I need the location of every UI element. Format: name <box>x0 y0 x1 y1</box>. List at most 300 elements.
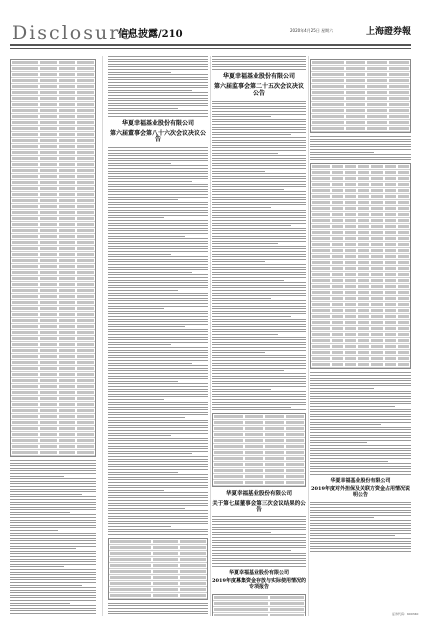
table-cell <box>312 177 330 180</box>
text-line <box>108 103 208 104</box>
text-line <box>212 165 306 166</box>
text-line <box>108 337 208 338</box>
text-line <box>108 339 208 340</box>
text-line <box>310 463 411 464</box>
table-cell <box>12 277 38 280</box>
table-cell <box>153 576 179 579</box>
table-cell <box>77 307 94 310</box>
table-cell <box>385 255 396 258</box>
text-line <box>212 378 306 379</box>
column-2 <box>108 56 208 616</box>
table-cell <box>389 91 409 94</box>
text-line <box>108 482 208 483</box>
table-cell <box>371 219 382 222</box>
table-cell <box>332 345 343 348</box>
text-line <box>108 155 208 156</box>
text-line <box>108 282 208 283</box>
table-cell <box>385 273 396 276</box>
text-line <box>108 204 208 205</box>
table-cell <box>77 115 94 118</box>
table-cell <box>345 267 356 270</box>
table-cell <box>40 367 57 370</box>
text-line <box>212 386 306 387</box>
text-line <box>310 406 395 407</box>
text-line <box>108 407 208 408</box>
table-cell <box>77 451 94 454</box>
table-cell <box>312 195 330 198</box>
text-line <box>108 223 208 224</box>
text-line <box>212 355 306 356</box>
text-line <box>212 324 306 325</box>
text-line <box>108 485 208 486</box>
table-cell <box>265 457 283 460</box>
text-line <box>310 538 411 539</box>
text-line <box>212 124 306 125</box>
text-line <box>108 267 208 268</box>
table-cell <box>398 261 409 264</box>
text-line <box>212 238 306 239</box>
table-cell <box>345 315 356 318</box>
table-cell <box>245 451 263 454</box>
table-cell <box>332 237 343 240</box>
text-line <box>10 605 96 606</box>
table-cell <box>77 229 94 232</box>
text-line <box>212 558 306 559</box>
table-cell <box>332 363 343 366</box>
table-cell <box>312 183 330 186</box>
table-cell <box>389 115 409 118</box>
table-cell <box>398 237 409 240</box>
table-cell <box>180 546 206 549</box>
text-line <box>108 319 208 320</box>
table-cell <box>389 85 409 88</box>
text-line <box>310 411 411 412</box>
text-line <box>310 409 411 410</box>
text-line <box>310 548 411 549</box>
table-cell <box>286 439 304 442</box>
text-line <box>310 543 411 544</box>
table-cell <box>12 145 38 148</box>
table-cell <box>59 349 76 352</box>
table-cell <box>77 361 94 364</box>
text-line <box>108 313 208 314</box>
text-line <box>108 77 208 78</box>
table-cell <box>345 297 356 300</box>
table-cell <box>12 343 38 346</box>
text-line <box>212 256 306 257</box>
text-line <box>212 347 306 348</box>
text-line <box>108 163 171 164</box>
table-cell <box>77 79 94 82</box>
table-cell <box>398 363 409 366</box>
table-cell <box>77 73 94 76</box>
text-line <box>108 350 208 351</box>
table-cell <box>367 73 387 76</box>
text-line <box>108 477 208 478</box>
text-line <box>310 432 411 433</box>
table-cell <box>358 273 369 276</box>
text-line <box>10 597 96 598</box>
table-cell <box>358 351 369 354</box>
text-line <box>10 522 96 523</box>
table-cell <box>312 357 330 360</box>
table-cell <box>332 177 343 180</box>
text-line <box>212 337 306 338</box>
text-line <box>212 560 306 561</box>
table-cell <box>371 171 382 174</box>
text-line <box>108 194 208 195</box>
table-cell <box>371 357 382 360</box>
table-cell <box>371 249 382 252</box>
table-cell <box>312 309 330 312</box>
text-line <box>212 391 306 392</box>
table-cell <box>312 85 344 88</box>
text-line <box>108 306 208 307</box>
text-line <box>212 300 306 301</box>
text-line <box>212 344 306 345</box>
table-cell <box>40 175 57 178</box>
table-cell <box>385 333 396 336</box>
table-cell <box>398 249 409 252</box>
text-line <box>108 404 208 405</box>
text-line <box>212 303 306 304</box>
table-cell <box>371 165 382 168</box>
table-cell <box>77 139 94 142</box>
table-cell <box>371 213 382 216</box>
text-line <box>310 450 411 451</box>
table-cell <box>40 307 57 310</box>
table-cell <box>77 145 94 148</box>
table-cell <box>367 103 387 106</box>
text-line <box>212 61 306 62</box>
table-cell <box>332 327 343 330</box>
table-cell <box>371 177 382 180</box>
table-cell <box>345 183 356 186</box>
table-cell <box>12 361 38 364</box>
table-cell <box>332 171 343 174</box>
text-line <box>108 225 208 226</box>
table-cell <box>385 261 396 264</box>
text-line <box>212 241 306 242</box>
table-cell <box>214 445 243 448</box>
text-line <box>108 331 208 332</box>
text-line <box>108 381 178 382</box>
table-cell <box>286 463 304 466</box>
table-cell <box>345 195 356 198</box>
table-cell <box>77 271 94 274</box>
table-cell <box>245 433 263 436</box>
table-cell <box>214 608 268 611</box>
text-line <box>108 368 208 369</box>
table-cell <box>398 195 409 198</box>
table-cell <box>245 421 263 424</box>
table-cell <box>40 289 57 292</box>
table-cell <box>59 265 76 268</box>
table-cell <box>332 315 343 318</box>
table-row <box>11 450 95 456</box>
table-cell <box>312 91 344 94</box>
text-line <box>212 282 306 283</box>
text-line <box>108 56 208 57</box>
table-cell <box>312 261 330 264</box>
table-cell <box>332 243 343 246</box>
table-cell <box>77 433 94 436</box>
table-cell <box>385 213 396 216</box>
table-cell <box>59 253 76 256</box>
table-cell <box>358 183 369 186</box>
text-line <box>108 150 208 151</box>
table-cell <box>398 171 409 174</box>
table-cell <box>40 157 57 160</box>
text-line <box>108 241 208 242</box>
table-cell <box>385 237 396 240</box>
text-line <box>212 64 306 65</box>
table-cell <box>389 127 409 130</box>
text-line <box>310 507 411 508</box>
table-cell <box>59 439 76 442</box>
text-line <box>108 518 208 519</box>
table-cell <box>214 475 243 478</box>
table-cell <box>59 319 76 322</box>
text-line <box>108 189 208 190</box>
table-cell <box>286 427 304 430</box>
text-line <box>108 207 208 208</box>
text-line <box>108 61 208 62</box>
table-cell <box>12 127 38 130</box>
announcement-company: 华夏幸福基业股份有限公司 <box>225 491 292 498</box>
table-cell <box>77 67 94 70</box>
table-cell <box>40 133 57 136</box>
text-line <box>108 98 208 99</box>
table-cell <box>385 231 396 234</box>
table-cell <box>77 85 94 88</box>
table-cell <box>77 349 94 352</box>
table-cell <box>265 469 283 472</box>
table-cell <box>214 596 268 599</box>
announcement-company: 华夏幸福基业股份有限公司 <box>222 72 295 80</box>
table-cell <box>312 339 330 342</box>
text-line <box>10 603 70 604</box>
table-cell <box>358 255 369 258</box>
table-cell <box>371 267 382 270</box>
text-line <box>108 505 208 506</box>
text-line <box>10 561 96 562</box>
table-cell <box>371 231 382 234</box>
table-cell <box>389 79 409 82</box>
table-cell <box>312 73 344 76</box>
table-cell <box>332 339 343 342</box>
text-line <box>108 173 208 174</box>
text-line <box>212 402 306 403</box>
table-cell <box>312 237 330 240</box>
text-line <box>212 293 306 294</box>
text-line <box>212 383 306 384</box>
text-line <box>310 424 381 425</box>
text-line <box>212 248 306 249</box>
text-line <box>310 159 411 160</box>
text-line <box>108 360 208 361</box>
table-cell <box>371 195 382 198</box>
text-line <box>212 207 271 208</box>
text-line <box>212 316 291 317</box>
text-line <box>212 220 306 221</box>
table-cell <box>12 163 38 166</box>
table-cell <box>40 193 57 196</box>
table-cell <box>110 552 151 555</box>
text-line <box>212 329 306 330</box>
table-cell <box>346 109 366 112</box>
table-cell <box>385 279 396 282</box>
text-line <box>108 389 208 390</box>
text-line <box>310 422 411 423</box>
text-line <box>108 274 208 275</box>
text-line <box>108 105 208 106</box>
table-cell <box>332 351 343 354</box>
table-cell <box>312 303 330 306</box>
table-cell <box>398 285 409 288</box>
text-line <box>212 66 306 67</box>
table-cell <box>59 283 76 286</box>
table-cell <box>312 315 330 318</box>
table-cell <box>345 213 356 216</box>
table-cell <box>110 582 151 585</box>
text-line <box>310 372 411 373</box>
table-cell <box>153 546 179 549</box>
table-row <box>109 593 207 599</box>
text-line <box>212 306 306 307</box>
table-cell <box>77 199 94 202</box>
text-line <box>310 453 411 454</box>
text-line <box>10 465 96 466</box>
table-cell <box>59 451 76 454</box>
text-line <box>310 502 411 503</box>
table-cell <box>12 385 38 388</box>
vote-table <box>108 538 208 600</box>
table-cell <box>214 421 243 424</box>
text-line <box>108 113 208 114</box>
table-cell <box>59 403 76 406</box>
text-line <box>10 527 96 528</box>
text-line <box>310 442 367 443</box>
table-cell <box>345 333 356 336</box>
table-cell <box>371 207 382 210</box>
table-cell <box>345 345 356 348</box>
table-cell <box>345 321 356 324</box>
table-cell <box>59 391 76 394</box>
text-line <box>310 380 411 381</box>
text-line <box>10 502 96 503</box>
table-cell <box>346 67 366 70</box>
table-cell <box>358 303 369 306</box>
table-cell <box>40 187 57 190</box>
table-cell <box>12 181 38 184</box>
text-line <box>212 230 306 231</box>
table-cell <box>332 255 343 258</box>
table-cell <box>77 439 94 442</box>
table-cell <box>40 349 57 352</box>
table-cell <box>312 225 330 228</box>
text-line <box>212 399 306 400</box>
text-line <box>108 165 208 166</box>
table-cell <box>59 331 76 334</box>
text-line <box>212 295 306 296</box>
table-cell <box>265 427 283 430</box>
text-line <box>212 321 306 322</box>
table-cell <box>358 321 369 324</box>
table-cell <box>385 339 396 342</box>
text-line <box>108 236 185 237</box>
text-line <box>10 496 96 497</box>
text-line <box>212 396 306 397</box>
table-cell <box>12 211 38 214</box>
table-cell <box>398 273 409 276</box>
table-cell <box>59 445 76 448</box>
text-line <box>310 136 411 137</box>
text-line <box>212 254 306 255</box>
table-cell <box>312 103 344 106</box>
summary-table <box>310 163 411 369</box>
table-cell <box>358 165 369 168</box>
table-cell <box>12 67 38 70</box>
table-cell <box>12 91 38 94</box>
table-cell <box>398 303 409 306</box>
table-cell <box>358 363 369 366</box>
table-cell <box>40 391 57 394</box>
text-line <box>108 293 208 294</box>
text-line <box>212 521 306 522</box>
table-cell <box>358 207 369 210</box>
table-cell <box>40 271 57 274</box>
text-line <box>310 520 411 521</box>
text-line <box>212 251 306 252</box>
table-cell <box>110 564 151 567</box>
text-line <box>310 146 411 147</box>
table-cell <box>59 259 76 262</box>
table-cell <box>77 103 94 106</box>
text-line <box>212 56 306 57</box>
text-line <box>108 199 178 200</box>
text-line <box>212 331 306 332</box>
table-cell <box>345 219 356 222</box>
table-cell <box>214 602 268 605</box>
table-cell <box>77 409 94 412</box>
text-line <box>310 517 374 518</box>
table-cell <box>345 357 356 360</box>
text-line <box>212 121 306 122</box>
text-line <box>108 171 208 172</box>
table-cell <box>40 61 57 64</box>
text-line <box>10 608 96 609</box>
text-line <box>212 287 306 288</box>
text-line <box>108 178 208 179</box>
text-line <box>212 178 306 179</box>
guarantee-table <box>310 59 411 133</box>
table-cell <box>77 391 94 394</box>
table-cell <box>59 145 76 148</box>
text-line <box>212 394 306 395</box>
text-line <box>108 334 208 335</box>
text-line <box>108 613 208 614</box>
text-line <box>212 59 306 60</box>
table-cell <box>77 325 94 328</box>
text-line <box>212 246 306 247</box>
table-cell <box>40 343 57 346</box>
text-line <box>310 455 411 456</box>
table-cell <box>110 594 151 597</box>
text-line <box>212 186 306 187</box>
text-line <box>212 103 306 104</box>
table-cell <box>12 307 38 310</box>
